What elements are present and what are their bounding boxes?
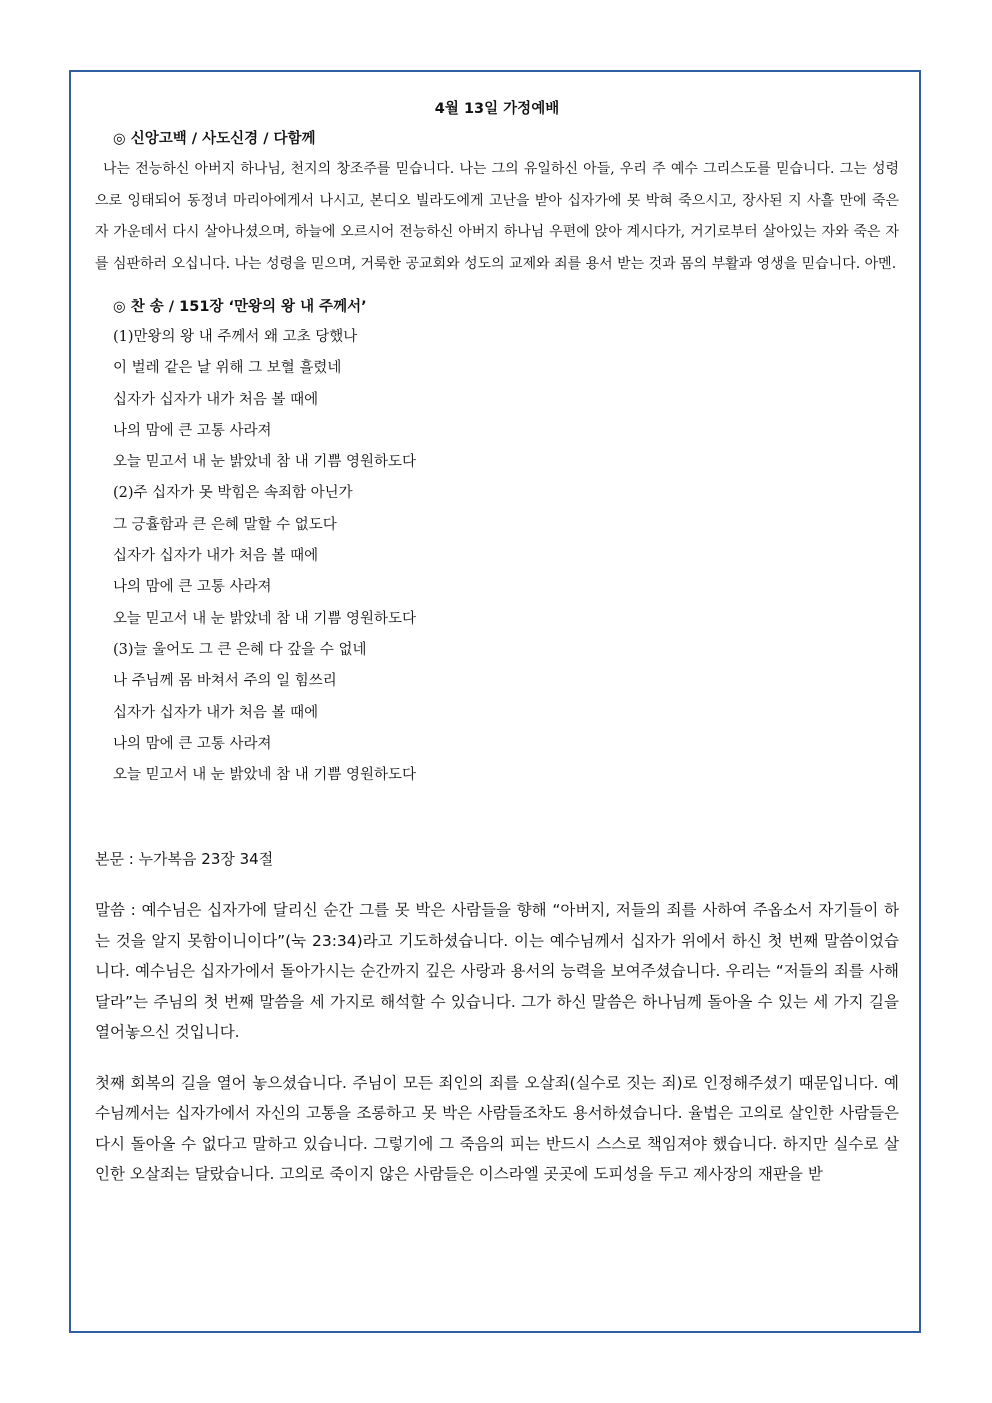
hymn-line: 이 벌레 같은 날 위해 그 보혈 흘렸네 [113,360,342,377]
hymn-line: 나 주님께 몸 바쳐서 주의 일 힘쓰리 [113,673,337,690]
hymn-line: 오늘 믿고서 내 눈 밝았네 참 내 기쁨 영원하도다 [113,610,417,627]
hymn-line: 십자가 십자가 내가 처음 볼 때에 [113,391,319,408]
hymn-lyrics [95,322,899,791]
page-frame [69,70,921,1333]
page-title: 4월 13일 가정예배 [434,101,560,117]
hymn-line: 오늘 믿고서 내 눈 밝았네 참 내 기쁨 영원하도다 [113,767,417,784]
hymn-line: 십자가 십자가 내가 처음 볼 때에 [113,548,319,565]
hymn-line: 오늘 믿고서 내 눈 밝았네 참 내 기쁨 영원하도다 [113,454,417,471]
hymn-heading: ◎ 찬 송 / 151장 ‘만왕의 왕 내 주께서’ [113,299,367,315]
hymn-line: (3)늘 울어도 그 큰 은혜 다 갚을 수 없네 [113,641,367,658]
hymn-line: 그 긍휼함과 큰 은혜 말할 수 없도다 [113,516,337,533]
page-content [95,94,899,1190]
creed-heading: ◎ 신앙고백 / 사도신경 / 다함께 [113,131,316,147]
hymn-line: 나의 맘에 큰 고통 사라져 [113,579,272,596]
hymn-line: 나의 맘에 큰 고통 사라져 [113,735,272,752]
sermon-paragraph: 말씀 : 예수님은 십자가에 달리신 순간 그를 못 박은 사람들을 향해 “아버지, 저들의 죄를 사하여 주옵소서 자기들이 하는 것을 알지 못함이니이다”(눅 23:34)라고 기도하셨습니다. 이는 예수님께서 십자가 위에서 하신 첫 번째 말씀이었습니다. 예수님은 십자가에서 돌아가시는 순간까지 깊은 사랑과 용서의 능력을 보여주셨습니다. 우리는 “저들의 죄를 사해 달라”는 주님의 첫 번째 말씀을 세 가지로 해석할 수 있습니다. 그가 하신 말씀은 하나님께 돌아올 수 있는 세 가지 길을 열어놓으신 것입니다. [95,901,899,1042]
sermon-paragraph: 첫째 회복의 길을 열어 놓으셨습니다. 주님이 모든 죄인의 죄를 오살죄(실수로 짓는 죄)로 인정해주셨기 때문입니다. 예수님께서는 십자가에서 자신의 고통을 조롱하고 못 박은 사람들조차도 용서하셨습니다. 율법은 고의로 살인한 사람들은 다시 돌아올 수 없다고 말하고 있습니다. 그렇기에 그 죽음의 피는 반드시 스스로 책임져야 했습니다. 하지만 실수로 살인한 오살죄는 달랐습니다. 고의로 죽이지 않은 사람들은 이스라엘 곳곳에 도피성을 두고 제사장의 재판을 받 [95,1073,899,1184]
hymn-line: 십자가 십자가 내가 처음 볼 때에 [113,704,319,721]
creed-text: 나는 전능하신 아버지 하나님, 천지의 창조주를 믿습니다. 나는 그의 유일하신 아들, 우리 주 예수 그리스도를 믿습니다. 그는 성령으로 잉태되어 동정녀 마리아에게서 나시고, 본디오 빌라도에게 고난을 받아 십자가에 못 박혀 죽으시고, 장사된 지 사흘 만에 죽은 자 가운데서 다시 살아나셨으며, 하늘에 오르시어 전능하신 아버지 하나님 우편에 앉아 계시다가, 거기로부터 살아있는 자와 죽은 자를 심판하러 오십니다. 나는 성령을 믿으며, 거룩한 공교회와 성도의 교제와 죄를 용서 받는 것과 몸의 부활과 영생을 믿습니다. 아멘. [95,161,899,272]
scripture-reference: 본문 : 누가복음 23장 34절 [95,850,274,869]
hymn-line: (1)만왕의 왕 내 주께서 왜 고초 당했나 [113,329,358,345]
hymn-line: (2)주 십자가 못 박힘은 속죄함 아닌가 [113,485,353,502]
hymn-line: 나의 맘에 큰 고통 사라져 [113,422,272,439]
